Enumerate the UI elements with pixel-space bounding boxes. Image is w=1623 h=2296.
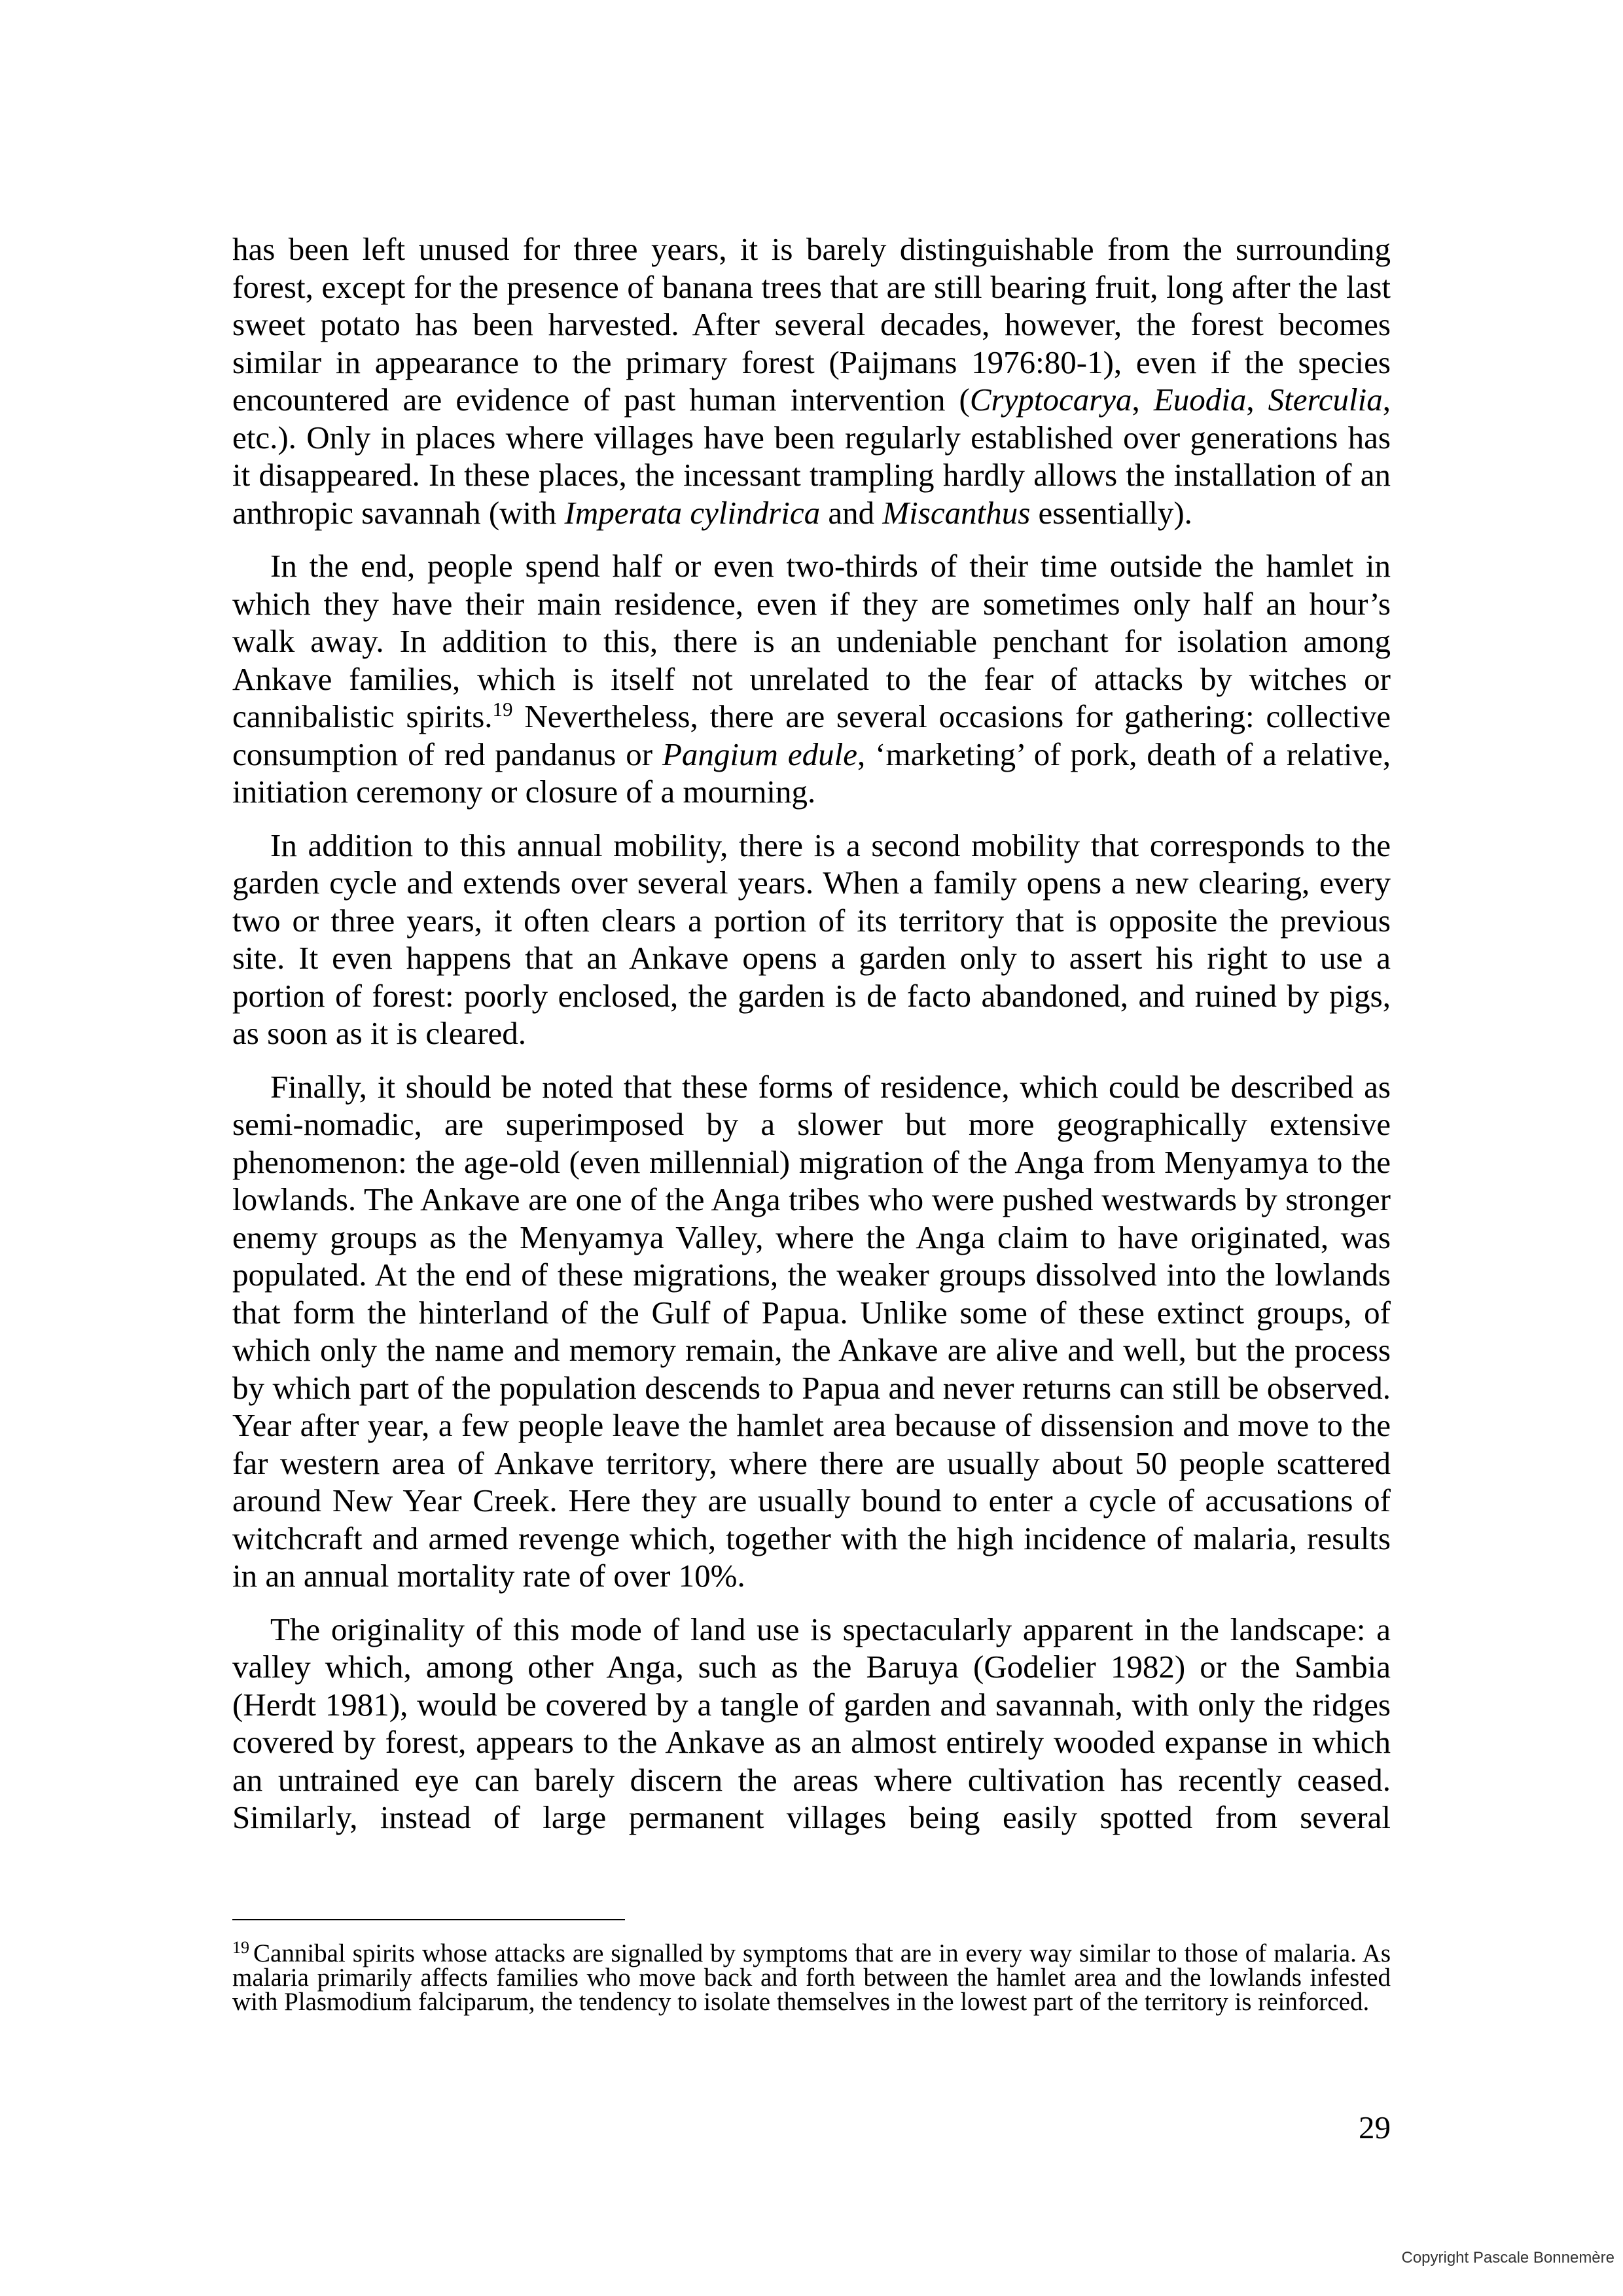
paragraph (232, 1611, 1391, 1837)
footnote (232, 1938, 1391, 2016)
italic-term: Cryptocarya (969, 382, 1132, 418)
paragraph (232, 230, 1391, 531)
footnote-text: Cannibal spirits whose attacks are signalled by symptoms that are in every way similar to those of malaria. As malaria primarily affects families who move back and forth between the hamlet area and the lowlands infested with Plasmodium falciparum, the tendency to isolate themselves in the lowest part of the territory is reinforced. (232, 1939, 1391, 2016)
footnote-number: 19 (232, 1938, 249, 1957)
text-run: In the end, people spend half or even two-thirds of their time outside the hamlet in which they have their main residence, even if they are sometimes only half an hour’s walk away. In addition to this, there is an undeniable penchant for isolation among Ankave families, which is itself not unrelated to the fear of attacks by witches or cannibalistic spirits. (232, 548, 1391, 734)
text-run: has been left unused for three years, it is barely distinguishable from the surrounding forest, except for the presence of banana trees that are still bearing fruit, long after the last sweet potato has been harvested. After several decades, however, the forest becomes similar in appearance to the primary forest (Paijmans 1976:80-1), even if the species encountered are evidence of past human intervention ( (232, 231, 1391, 418)
text-run: , (1246, 382, 1268, 418)
footnote-separator (232, 1919, 625, 1920)
italic-term: Pangium edule (662, 736, 857, 772)
body-text (232, 230, 1391, 1852)
text-run: Nevertheless, there are several occasions for gathering: collective consumption of red pandanus or (232, 698, 1391, 772)
text-run: The originality of this mode of land use is spectacularly apparent in the landscape: a valley which, among other Anga, such as the Baruya (Godelier 1982) or the Sambia (Herdt 1981), would be covered by a tangle of garden and savannah, with only the ridges covered by forest, appears to the Ankave as an almost entirely wooded expanse in which an untrained eye can barely discern the areas where cultivation has recently ceased. Similarly, instead of large permanent villages being easily spotted from several (232, 1611, 1391, 1835)
paragraph (232, 827, 1391, 1052)
paragraph (232, 1068, 1391, 1595)
footnotes (232, 1938, 1391, 2016)
italic-term: Miscanthus (882, 494, 1031, 531)
text-run: In addition to this annual mobility, there is a second mobility that corresponds to the garden cycle and extends over several years. When a family opens a new clearing, every two or three years, it often clears a portion of its territory that is opposite the previous site. It even happens that an Ankave opens a garden only to assert his right to use a portion of forest: poorly enclosed, the garden is de facto abandoned, and ruined by pigs, as soon as it is cleared. (232, 827, 1391, 1051)
footnote-reference[interactable]: 19 (492, 698, 513, 721)
italic-term: Euodia (1153, 382, 1247, 418)
text-run: essentially). (1030, 494, 1192, 531)
text-run: and (820, 494, 883, 531)
copyright-notice: Copyright Pascale Bonnemère (1401, 2249, 1614, 2267)
text-run: , ‘marketing’ of pork, death of a relative, initiation ceremony or closure of a mourning. (232, 736, 1391, 810)
italic-term: Sterculia (1268, 382, 1383, 418)
text-run: , (1132, 382, 1154, 418)
paragraph (232, 547, 1391, 811)
text-run: , etc.). Only in places where villages have been regularly established over generations has it disappeared. In these places, the incessant trampling hardly allows the installation of an anthropic savannah (with (232, 382, 1391, 531)
text-run: Finally, it should be noted that these forms of residence, which could be described as semi-nomadic, are superimposed by a slower but more geographically extensive phenomenon: the age-old (even millennial) migration of the Anga from Menyamya to the lowlands. The Ankave are one of the Anga tribes who were pushed westwards by stronger enemy groups as the Menyamya Valley, where the Anga claim to have originated, was populated. At the end of these migrations, the weaker groups dissolved into the lowlands that form the hinterland of the Gulf of Papua. Unlike some of these extinct groups, of which only the name and memory remain, the Ankave are alive and well, but the process by which part of the population descends to Papua and never returns can still be observed. Year after year, a few people leave the hamlet area because of dissension and move to the far western area of Ankave territory, where there are usually about 50 people scattered around New Year Creek. Here they are usually bound to enter a cycle of accusations of witchcraft and armed revenge which, together with the high incidence of malaria, results in an annual mortality rate of over 10%. (232, 1068, 1391, 1594)
page-number: 29 (1359, 2109, 1391, 2145)
italic-term: Imperata cylindrica (564, 494, 821, 531)
